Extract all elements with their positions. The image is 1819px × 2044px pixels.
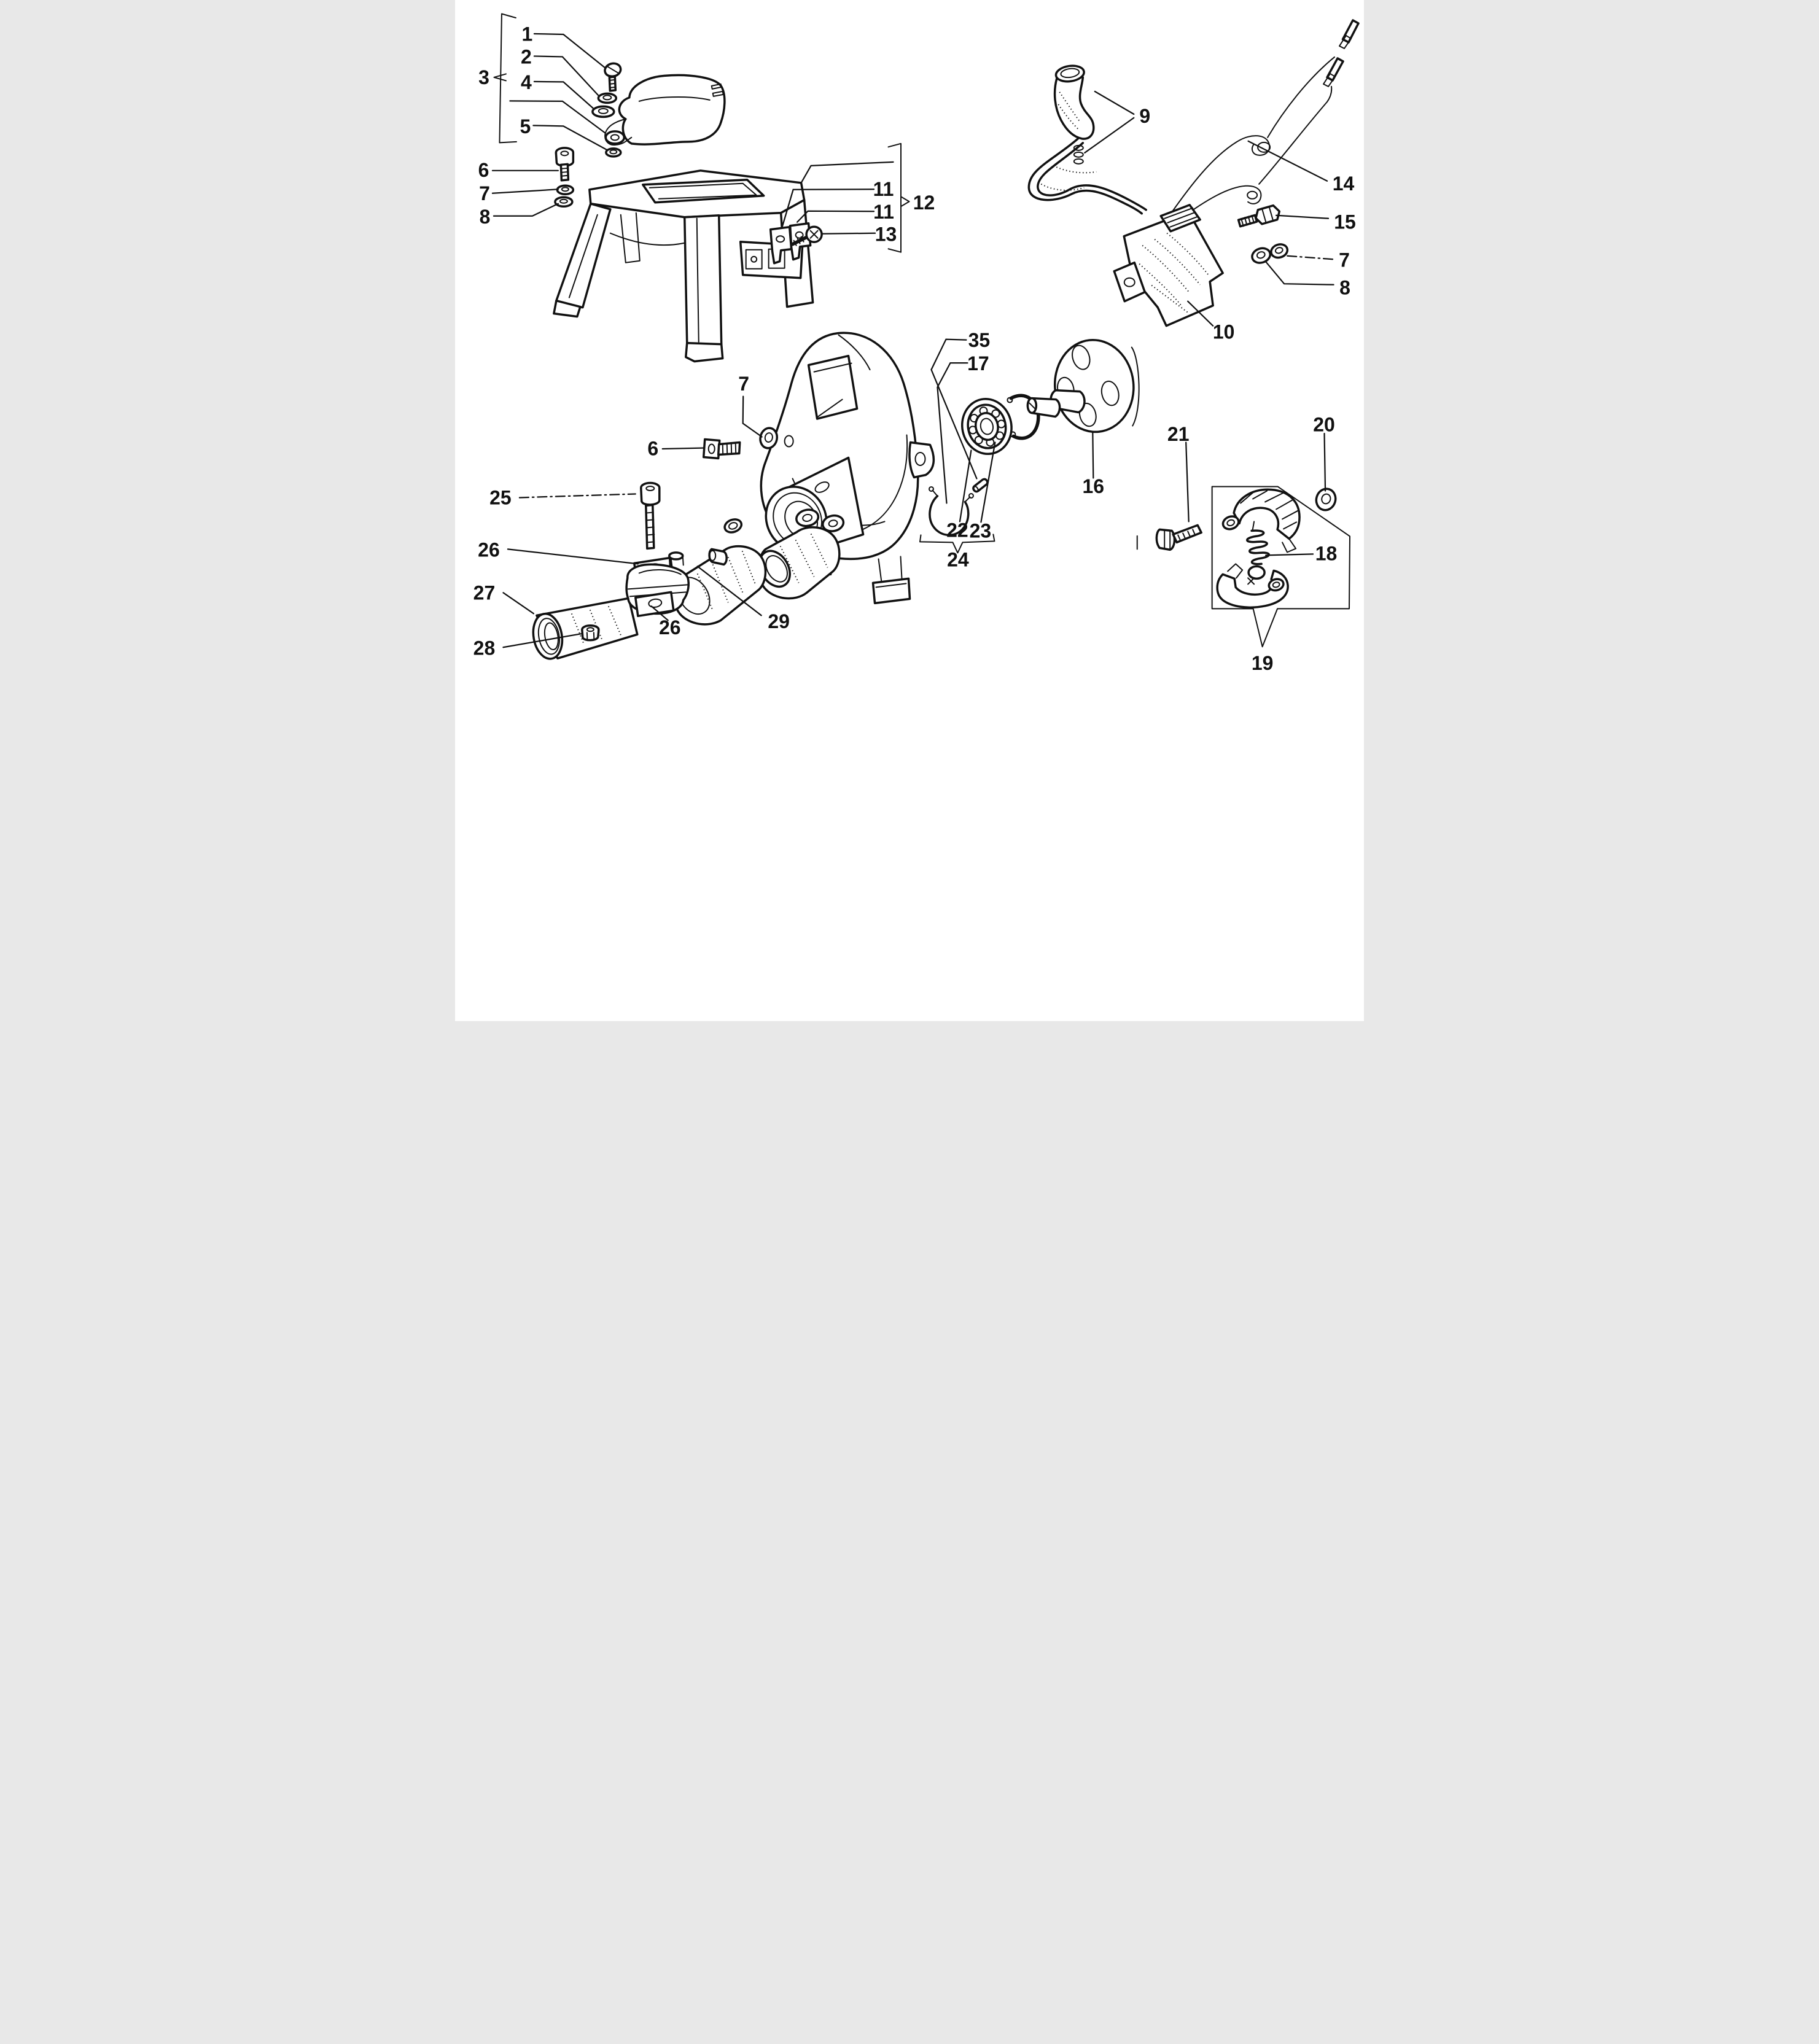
flat-washer-icon bbox=[555, 197, 572, 206]
callout-17: 17 bbox=[967, 352, 989, 375]
callout-7c: 7 bbox=[738, 373, 750, 395]
grommet-icon bbox=[606, 149, 621, 157]
callout-27: 27 bbox=[473, 581, 496, 604]
callout-4: 4 bbox=[521, 71, 532, 93]
callout-15: 15 bbox=[1334, 211, 1356, 233]
socket-screw-icon bbox=[641, 483, 660, 548]
spark-plug-cap-icon bbox=[1055, 64, 1094, 139]
callout-1: 1 bbox=[521, 23, 533, 45]
clutch-shoe-icon bbox=[1217, 564, 1288, 607]
ignition-coil-icon bbox=[1114, 205, 1223, 326]
washer-icon bbox=[593, 106, 614, 117]
callout-29: 29 bbox=[768, 610, 790, 632]
callout-8: 8 bbox=[479, 206, 491, 228]
callout-35: 35 bbox=[968, 329, 991, 352]
callout-18: 18 bbox=[1315, 542, 1338, 565]
callout-20: 20 bbox=[1313, 413, 1335, 436]
callout-16: 16 bbox=[1082, 475, 1105, 497]
clutch-drum-icon bbox=[1027, 336, 1139, 435]
callout-14: 14 bbox=[1332, 172, 1355, 195]
ball-bearing-icon bbox=[957, 394, 1016, 459]
wire-terminal-icon bbox=[1339, 20, 1358, 49]
washer-icon bbox=[598, 93, 616, 103]
callout-10: 10 bbox=[1212, 321, 1235, 343]
callout-6: 6 bbox=[478, 158, 489, 181]
ring-icon bbox=[723, 517, 743, 534]
callout-11b: 11 bbox=[873, 201, 894, 223]
callout-2: 2 bbox=[521, 45, 532, 68]
callout-12: 12 bbox=[913, 191, 935, 214]
group-bracket-3 bbox=[494, 14, 516, 142]
callout-26b: 26 bbox=[658, 616, 681, 639]
callout-5: 5 bbox=[520, 115, 531, 138]
exploded-parts-diagram bbox=[455, 0, 1364, 1021]
bolt-icon bbox=[1237, 204, 1282, 230]
callout-9: 9 bbox=[1139, 104, 1151, 127]
callout-6b: 6 bbox=[647, 437, 659, 460]
high-tension-lead bbox=[1029, 139, 1146, 214]
callout-19: 19 bbox=[1251, 652, 1274, 675]
callout-7b: 7 bbox=[1339, 249, 1350, 271]
callout-21: 21 bbox=[1167, 423, 1190, 446]
leader-lines bbox=[493, 34, 1334, 647]
callout-24: 24 bbox=[947, 548, 969, 571]
callout-26a: 26 bbox=[478, 538, 500, 561]
socket-screw-icon bbox=[556, 148, 573, 181]
flat-washer-icon bbox=[1250, 246, 1272, 265]
clutch-shoe-icon bbox=[1221, 489, 1300, 552]
callout-23: 23 bbox=[969, 519, 992, 542]
wire-terminal-icon bbox=[1323, 58, 1343, 87]
diagram-page bbox=[455, 0, 1364, 1021]
clutch-spring-icon bbox=[1247, 521, 1269, 578]
nut-icon bbox=[582, 626, 599, 640]
lock-washer-icon bbox=[1269, 243, 1289, 260]
cylinder-shroud-housing bbox=[554, 171, 813, 362]
callout-13: 13 bbox=[874, 223, 897, 246]
lock-washer-icon bbox=[557, 185, 573, 194]
callout-28: 28 bbox=[473, 637, 496, 659]
cover-plate bbox=[605, 75, 725, 145]
stub-cylinder-icon bbox=[709, 549, 726, 564]
callout-25: 25 bbox=[489, 486, 512, 509]
callout-11a: 11 bbox=[873, 177, 894, 200]
bolt-icon bbox=[1156, 525, 1201, 550]
clamp-body-icon bbox=[626, 553, 688, 616]
callout-8b: 8 bbox=[1339, 276, 1350, 299]
callout-22: 22 bbox=[946, 519, 968, 542]
callout-3: 3 bbox=[478, 66, 489, 88]
socket-screw-icon bbox=[704, 440, 740, 459]
screw-icon bbox=[604, 62, 622, 91]
coil-wires bbox=[1170, 57, 1334, 220]
callout-7: 7 bbox=[479, 182, 490, 204]
